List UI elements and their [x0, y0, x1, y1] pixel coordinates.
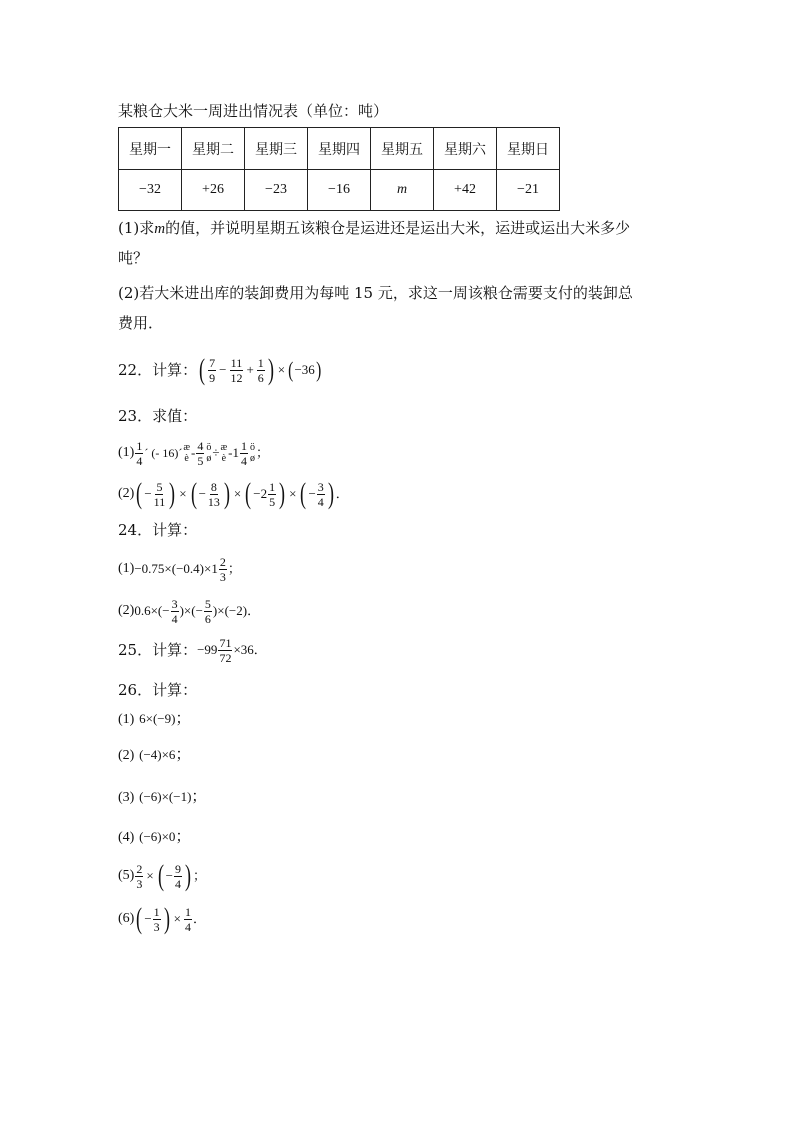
table-value-cell: −21: [497, 170, 560, 211]
paren-left: (: [199, 353, 206, 386]
q24-part1-expression: −0.75×(−0.4)×1 $\frac{2}{3}$ ；: [134, 554, 241, 584]
q26-part4: (4) (−6)×0；: [118, 827, 191, 845]
paren-right: ): [267, 353, 274, 386]
q24-part2-expression: 0.6×(− $\frac{3}{4}$ )×(− $\frac{5}{6}$ )×(−2) ．: [134, 596, 261, 626]
fraction: $\frac{1}{6}$: [257, 355, 264, 385]
q26-label: 26．计算：: [118, 681, 198, 699]
fraction: $\frac{1}{4}$: [136, 438, 143, 468]
fraction: $\frac{2}{3}$: [219, 554, 226, 584]
table-header-row: [119, 128, 560, 170]
fraction: $\frac{4}{5}$: [197, 438, 204, 468]
q22-label: 22．计算：: [118, 361, 198, 379]
table-value-row: [119, 170, 560, 211]
garbled-bracket-right: ö ø: [249, 442, 255, 464]
q24-part1: (1) −0.75×(−0.4)×1 $\frac{2}{3}$ ；: [118, 554, 241, 584]
fraction: $\frac{9}{4}$: [175, 861, 182, 891]
table-header-cell: 星期四: [308, 128, 371, 170]
q23-part2: (2) ( − $\frac{5}{11}$ ) × ( − $\frac{8}{13}$ ) × ( −2 $\frac{1}{5}$ ) × ( − $\frac{3}{4}$ ) ．: [118, 477, 349, 510]
fraction: $\frac{1}{5}$: [269, 479, 276, 509]
q26-part5: (5) $\frac{2}{3}$ × ( − $\frac{9}{4}$ ) ；: [118, 859, 207, 892]
table-value-cell: −16: [308, 170, 371, 211]
table-header-cell: 星期六: [434, 128, 497, 170]
q26-part1: (1) 6×(−9)；: [118, 709, 191, 727]
q21-part1-line1: (1)求m的值，并说明星期五该粮仓是运进还是运出大米，运进或运出大米多少: [118, 219, 631, 237]
q22-expression: ( $\frac{7}{9}$ − $\frac{11}{12}$ + $\frac{1}{6}$ ) × ( −36 ): [199, 353, 322, 386]
garbled-bracket-left: æ è: [183, 442, 190, 464]
fraction: $\frac{1}{4}$: [185, 904, 192, 934]
fraction: $\frac{2}{3}$: [136, 861, 143, 891]
garbled-bracket-right: ö ø: [206, 442, 212, 464]
rice-table: [118, 127, 560, 211]
table-caption: 某粮仓大米一周进出情况表（单位：吨）: [118, 102, 389, 120]
fraction: $\frac{3}{4}$: [171, 596, 178, 626]
table-header-cell: 星期日: [497, 128, 560, 170]
q26-part6: (6) ( − $\frac{1}{3}$ ) × $\frac{1}{4}$ ．: [118, 902, 207, 935]
fraction: $\frac{1}{3}$: [153, 904, 160, 934]
q21-part2-line1: (2)若大米进出库的装卸费用为每吨 15 元，求这一周该粮仓需要支付的装卸总: [118, 284, 633, 302]
q25: [118, 632, 267, 668]
q23-part2-expression: ( − $\frac{5}{11}$ ) × ( − $\frac{8}{13}$ ) × ( −2 $\frac{1}{5}$ ) × ( − $\frac{3}{4}$ ) ．: [136, 477, 349, 510]
table-header-cell: 星期五: [371, 128, 434, 170]
fraction: $\frac{5}{11}$: [153, 479, 166, 509]
q24-label: 24．计算：: [118, 521, 198, 539]
fraction: $\frac{71}{72}$: [219, 635, 232, 665]
table-header-cell: 星期一: [119, 128, 182, 170]
q21-part1-line2: 吨？: [118, 249, 149, 267]
fraction: $\frac{3}{4}$: [317, 479, 324, 509]
q26-part6-expression: ( − $\frac{1}{3}$ ) × $\frac{1}{4}$ ．: [136, 902, 207, 935]
table-value-cell: +26: [182, 170, 245, 211]
q26-part5-expression: $\frac{2}{3}$ × ( − $\frac{9}{4}$ ) ；: [136, 859, 207, 892]
q23-part1: (1) $\frac{1}{4}$ ´ (- 16)´ æ è - $\frac{4}{5}$ ö ø ÷ æ è - 1 $\frac{1}{4}$ ö ø ；: [118, 438, 269, 468]
fraction: $\frac{11}{12}$: [230, 355, 243, 385]
fraction: $\frac{5}{6}$: [204, 596, 211, 626]
table-value-cell: −23: [245, 170, 308, 211]
table-header-cell: 星期三: [245, 128, 308, 170]
q23-label: 23．求值：: [118, 407, 198, 425]
q24-part2: (2) 0.6×(− $\frac{3}{4}$ )×(− $\frac{5}{6}$ )×(−2) ．: [118, 596, 261, 626]
q26-part3: (3) (−6)×(−1)；: [118, 787, 207, 805]
fraction: $\frac{8}{13}$: [207, 479, 220, 509]
fraction: $\frac{7}{9}$: [209, 355, 216, 385]
q22: [118, 352, 322, 388]
table-value-cell: m: [371, 170, 434, 211]
q25-label: 25．计算：: [118, 641, 198, 659]
var-m: m: [154, 221, 166, 237]
table-value-cell: −32: [119, 170, 182, 211]
q21-part2-line2: 费用．: [118, 314, 164, 332]
garbled-bracket-left: æ è: [220, 442, 228, 464]
q25-expression: −99 $\frac{71}{72}$ ×36 ．: [197, 635, 267, 665]
table-value-cell: +42: [434, 170, 497, 211]
table-header-cell: 星期二: [182, 128, 245, 170]
q23-part1-expression: $\frac{1}{4}$ ´ (- 16)´ æ è - $\frac{4}{5}$ ö ø ÷ æ è - 1 $\frac{1}{4}$ ö ø ；: [136, 438, 269, 468]
fraction: $\frac{1}{4}$: [240, 438, 247, 468]
q26-part2: (2) (−4)×6；: [118, 745, 191, 763]
